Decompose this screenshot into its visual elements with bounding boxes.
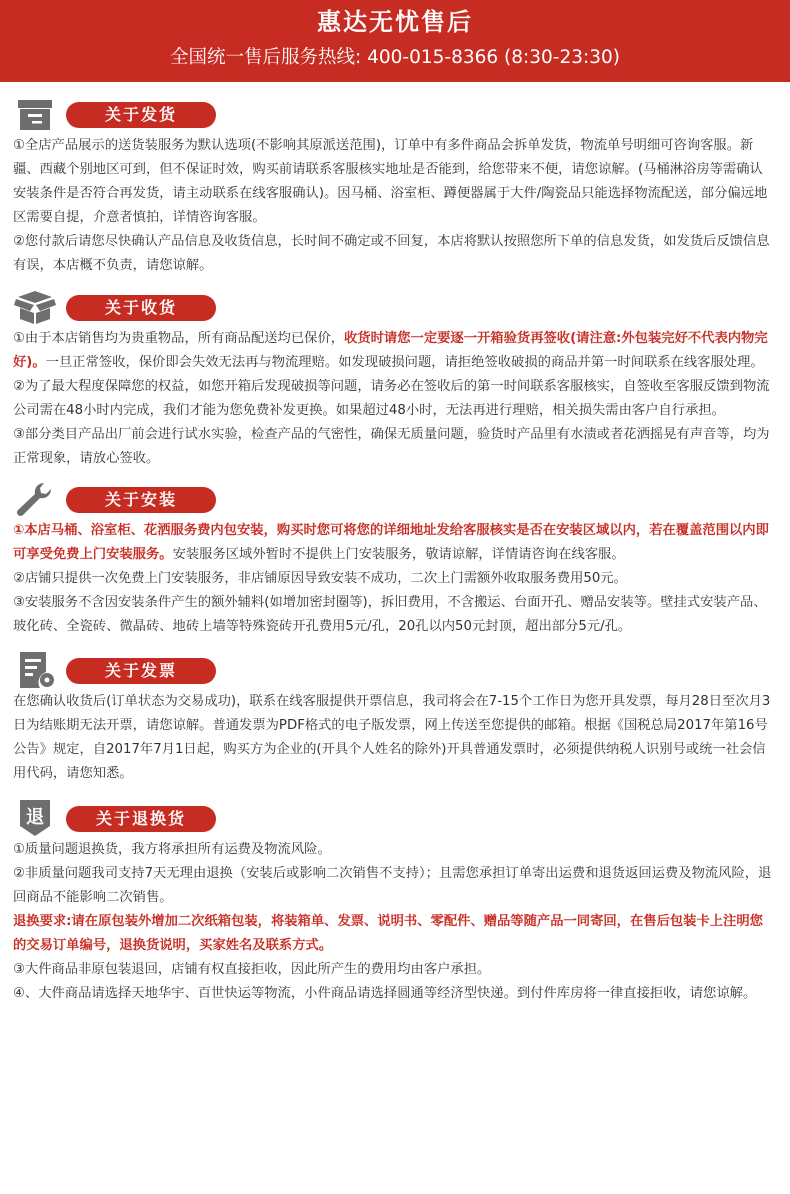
section-body-returns xyxy=(0,838,790,1006)
section-label-receiving: 关于收货 xyxy=(66,295,216,321)
hotline-text: 全国统一售后服务热线: 400-015-8366 (8:30-23:30) xyxy=(169,47,621,68)
body-text: ②您付款后请您尽快确认产品信息及收货信息，长时间不确定或不回复，本店将默认按照您所下单的信息发货，如发货后反馈信息有误，本店概不负责，请您谅解。 xyxy=(13,234,770,273)
body-text: ③安装服务不含因安装条件产生的额外辅料(如增加密封圈等)，拆旧费用，不含搬运、台面开孔、赠品安装等。壁挂式安装产品、玻化砖、全瓷砖、微晶砖、地砖上墙等特殊瓷砖开孔费用5元/孔，20孔以内50元封顶，超出部分5元/孔。 xyxy=(13,595,767,634)
highlight-text: ①本店马桶、浴室柜、花洒服务费内包安装，购买时您可将您的详细地址发给客服核实是否在安装区域以内，若在覆盖范围以内即可享受免费上门安装服务。 xyxy=(13,523,769,562)
body-text: ①质量问题退换货，我方将承担所有运费及物流风险。 xyxy=(13,842,331,857)
highlight-text: 退换要求:请在原包装外增加二次纸箱包装，将装箱单、发票、说明书、零配件、赠品等随产品一同寄回，在售后包装卡上注明您的交易订单编号，退换货说明，买家姓名及联系方式。 xyxy=(13,914,763,953)
body-text: 安装服务区域外暂时不提供上门安装服务，敬请谅解，详情请咨询在线客服。 xyxy=(172,547,625,562)
section-body-shipping xyxy=(0,134,790,278)
paragraph xyxy=(13,423,776,471)
paragraph xyxy=(13,982,776,1006)
paragraph xyxy=(13,230,776,278)
paragraph xyxy=(13,519,776,567)
paragraph xyxy=(13,375,776,423)
section-returns xyxy=(0,798,790,1006)
section-body-receiving xyxy=(0,327,790,471)
body-text: ②店铺只提供一次免费上门安装服务，非店铺原因导致安装不成功，二次上门需额外收取服务费用50元。 xyxy=(13,571,627,586)
body-text: 在您确认收货后(订单状态为交易成功)，联系在线客服提供开票信息，我司将会在7-15个工作日为您开具发票，每月28日至次月3日为结账期无法开票，请您谅解。普通发票为PDF格式的电子版发票，网上传送至您提供的邮箱。根据《国税总局2017年第16号公告》规定，自2017年7月1日起，购买方为企业的(开具个人姓名的除外)开具普通发票时，必须提供纳税人识别号或统一社会信用代码，请您知悉。 xyxy=(13,694,771,781)
section-body-installation xyxy=(0,519,790,639)
section-invoice xyxy=(0,650,790,786)
open-box-icon xyxy=(14,289,56,325)
invoice-icon xyxy=(14,652,56,688)
paragraph xyxy=(13,838,776,862)
section-shipping xyxy=(0,94,790,278)
header-banner xyxy=(0,0,790,82)
paragraph xyxy=(13,134,776,230)
section-label-invoice: 关于发票 xyxy=(66,658,216,684)
paragraph xyxy=(13,958,776,982)
section-label-shipping: 关于发货 xyxy=(66,102,216,128)
return-badge-text: 退 xyxy=(26,807,44,828)
body-text: ①由于本店销售均为贵重物品，所有商品配送均已保价， xyxy=(13,331,345,346)
body-text: ②为了最大程度保障您的权益，如您开箱后发现破损等问题，请务必在签收后的第一时间联系客服核实，自签收至客服反馈到物流公司需在48小时内完成，我们才能为您免费补发更换。如果超过48小时，无法再进行理赔，相关损失需由客户自行承担。 xyxy=(13,379,770,418)
body-text: 一旦正常签收，保价即会失效无法再与物流理赔。如发现破损问题，请拒绝签收破损的商品并第一时间联系在线客服处理。 xyxy=(45,355,764,370)
page-title: 惠达无忧售后 xyxy=(317,8,473,36)
section-receiving xyxy=(0,287,790,471)
section-label-returns: 关于退换货 xyxy=(66,806,216,832)
paragraph xyxy=(13,910,776,958)
body-text: ④、大件商品请选择天地华宇、百世快运等物流，小件商品请选择圆通等经济型快递。到付件库房将一律直接拒收，请您谅解。 xyxy=(13,986,757,1001)
paragraph xyxy=(13,690,776,786)
wrench-icon xyxy=(14,481,56,517)
section-label-installation: 关于安装 xyxy=(66,487,216,513)
paragraph xyxy=(13,862,776,910)
return-badge-icon xyxy=(14,800,56,836)
highlight-text: 收货时请您一定要逐一开箱验货再签收(请注意:外包装完好不代表内物完好)。 xyxy=(13,331,768,370)
section-installation xyxy=(0,479,790,639)
body-text: ③大件商品非原包装退回，店铺有权直接拒收，因此所产生的费用均由客户承担。 xyxy=(13,962,491,977)
shipping-box-icon xyxy=(14,96,56,132)
paragraph xyxy=(13,591,776,639)
body-text: ②非质量问题我司支持7天无理由退换（安装后或影响二次销售不支持）；且需您承担订单寄出运费和退货返回运费及物流风险，退回商品不能影响二次销售。 xyxy=(13,866,772,905)
paragraph xyxy=(13,567,776,591)
body-text: ①全店产品展示的送货装服务为默认选项(不影响其原派送范围)，订单中有多件商品会拆单发货，物流单号明细可咨询客服。新疆、西藏个别地区可到，但不保证时效，购买前请联系客服核实地址是否能到，给您带来不便，请您谅解。(马桶淋浴房等需确认安装条件是否符合再发货，请主动联系在线客服确认)。因马桶、浴室柜、蹲便器属于大件/陶瓷品只能选择物流配送，部分偏远地区需要自提，介意者慎拍，详情咨询客服。 xyxy=(13,138,768,225)
section-body-invoice xyxy=(0,690,790,786)
paragraph xyxy=(13,327,776,375)
body-text: ③部分类目产品出厂前会进行试水实验，检查产品的气密性，确保无质量问题，验货时产品里有水渍或者花洒摇晃有声音等，均为正常现象，请放心签收。 xyxy=(13,427,770,466)
